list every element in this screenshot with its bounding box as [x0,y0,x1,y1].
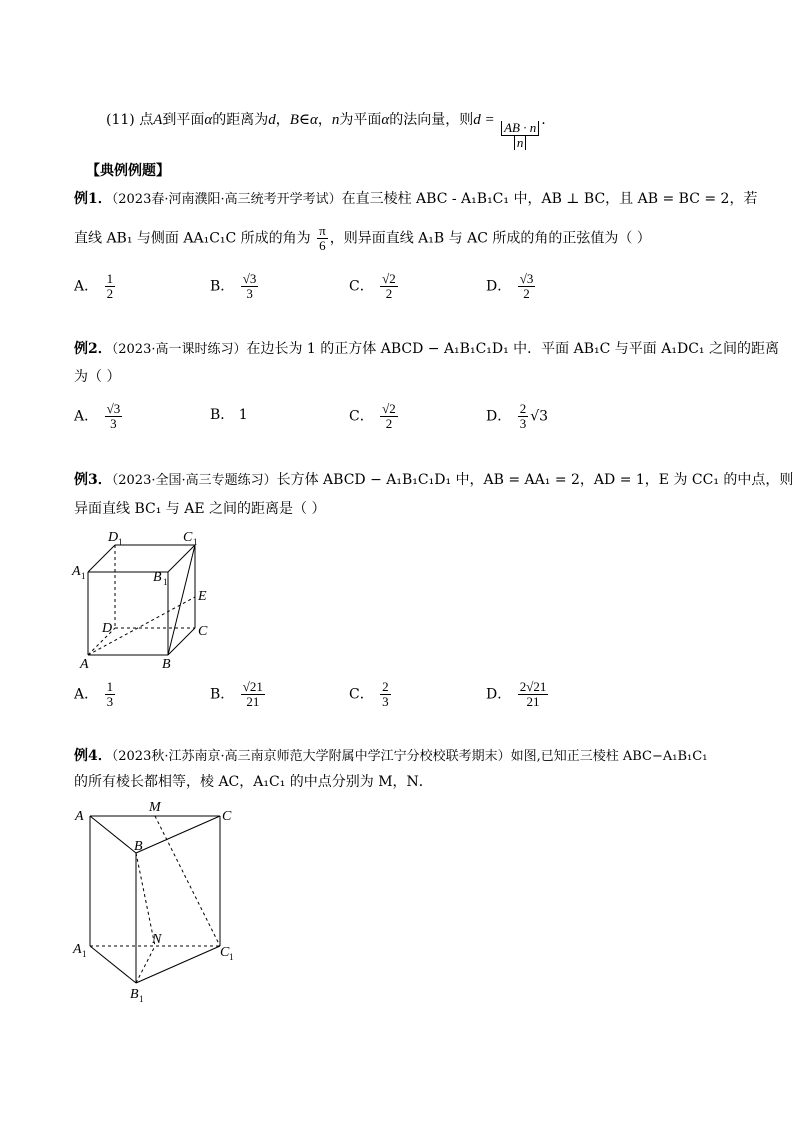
fraction-numerator: √3 [106,401,121,416]
normal-vector-n: n [331,112,340,128]
label-a: A [80,657,89,670]
option-label: D． [486,278,512,295]
option-value [105,272,116,301]
ex2-option-c[interactable] [349,402,400,431]
fraction-denominator: 21 [246,694,260,709]
example-2-line2: 为（ ） [74,369,121,385]
label-b1: B [153,570,162,585]
fraction-denominator: 3 [110,416,117,431]
example-3-label: 例3． [74,472,112,488]
fraction-numerator: 2 [382,679,389,694]
formula-text: 的法向量，则 [389,112,474,128]
fraction-numerator: 1 [106,271,114,286]
label-d1: D [108,530,119,545]
fraction-denominator: 2 [385,416,393,431]
label-a1: A [72,564,81,579]
ex1-option-d[interactable] [486,272,537,301]
label-c1-sub: 1 [193,537,198,547]
ex3-option-c[interactable] [349,680,393,709]
option-value [105,680,116,709]
ex2-option-a[interactable] [74,402,124,431]
element-of: ∈ [298,112,311,128]
label-b: B [162,657,171,670]
formula-text: 点 [139,112,154,128]
example-4-label: 例4． [74,748,112,764]
option-value [241,680,265,709]
label-d1-sub: 1 [118,537,123,547]
option-value [380,402,398,431]
formula-text: 为平面 [339,112,382,128]
point-b: B [289,112,299,128]
fraction-denominator: 21 [526,694,540,709]
fraction-numerator: AB · n [501,121,539,136]
example-1-source: （2023春·河南濮阳·高三统考开学考试） [111,192,342,207]
plane-alpha: α [381,112,390,128]
fraction-denominator: 3 [519,416,527,431]
fraction-denominator: 3 [246,286,253,301]
option-value [518,680,549,709]
section-title: 【典例例题】 [86,163,170,179]
option-label: D． [486,408,512,425]
option-label: C． [349,408,374,425]
option-value [380,680,391,709]
fraction-numerator: √3 [242,271,257,286]
example-4-stem: 如图,已知正三棱柱 ABC−A₁B₁C₁ [510,749,708,764]
example-1-line2 [74,224,651,253]
plane-alpha: α [310,112,318,128]
label-b1-sub: 1 [139,994,144,1004]
fraction-denominator: 3 [106,694,114,709]
example-3-line1 [74,470,793,491]
option-value [105,402,123,431]
label-n: N [152,932,162,947]
option-label: D． [486,686,512,703]
label-c: C [198,624,208,639]
option-label: C． [349,278,374,295]
label-a1-sub: 1 [82,949,87,959]
distance-fraction [501,121,539,150]
fraction-numerator: √2 [382,271,396,286]
label-a: A [75,809,84,824]
fraction-numerator: 2 [519,401,527,416]
option-label: B． [210,407,235,423]
example-1-stem: 在直三棱柱 ABC - A₁B₁C₁ 中，AB ⊥ BC，且 AB = BC = 2，若 [341,191,758,207]
formula-text: 的距离为 [212,112,269,128]
angle-fraction [317,224,328,253]
option-value [241,272,259,301]
fraction-denominator: 2 [523,286,530,301]
example-4-source: （2023秋·江苏南京·高三南京师范大学附属中学江宁分校校联考期末） [111,749,511,764]
formula-eq: d = [473,112,495,128]
label-c1-sub: 1 [229,952,234,962]
example-2-source: （2023·高一课时练习） [111,342,247,357]
fraction-numerator: 1 [106,679,114,694]
label-a1-sub: 1 [81,571,86,581]
ex1-option-c[interactable] [349,272,400,301]
ex1-option-a[interactable] [74,272,117,301]
ex1-option-b[interactable] [210,272,260,301]
fraction-numerator: √3 [519,271,534,286]
example-4-line2: 的所有棱长都相等，棱 AC，A₁C₁ 的中点分别为 M，N． [74,774,433,790]
fraction-numerator: π [319,223,326,238]
fraction-numerator: √2 [382,401,396,416]
label-c1: C [220,945,230,960]
formula-11-line [106,110,546,150]
option-label: A． [74,278,99,295]
option-tail: √3 [530,408,549,425]
example-1-stem: ，则异面直线 A₁B 与 AC 所成的角的正弦值为（ ） [329,230,651,247]
formula-text: ， [275,112,290,128]
example-2-line1 [74,339,779,360]
formula-end: . [541,112,546,128]
formula-text: ， [317,112,332,128]
point-a: A [153,112,163,128]
example-3-line2: 异面直线 BC₁ 与 AE 之间的距离是（ ） [74,501,326,517]
cuboid-figure [70,525,220,670]
label-e: E [198,589,207,604]
ex2-option-b[interactable] [210,405,248,425]
option-value [518,272,536,301]
ex3-option-a[interactable] [74,680,117,709]
option-label: B． [210,686,235,703]
fraction-denominator: 6 [319,238,326,253]
option-label: C． [349,686,374,703]
label-c: C [222,809,232,824]
fraction-denominator: 2 [385,286,393,301]
label-a1: A [73,942,82,957]
example-2-stem: 在边长为 1 的正方体 ABCD − A₁B₁C₁D₁ 中．平面 AB₁C 与平面 A₁DC₁ 之间的距离 [246,341,779,357]
formula-number: (11) [106,112,135,128]
example-3-source: （2023·全国·高三专题练习） [111,473,277,488]
example-3-stem: 长方体 ABCD − A₁B₁C₁D₁ 中，AB = AA₁ = 2，AD = 1，E 为 CC₁ 的中点，则 [276,472,793,488]
option-label: A． [74,686,99,703]
label-m: M [149,800,161,815]
prism-figure [70,798,250,1008]
example-1-stem: 直线 AB₁ 与侧面 AA₁C₁C 所成的角为 [74,230,311,247]
fraction-denominator: 3 [382,694,389,709]
option-value [518,402,529,431]
option-value [380,272,398,301]
ex3-option-b[interactable] [210,680,267,709]
option-value: 1 [238,407,248,423]
plane-alpha: α [204,112,213,128]
option-label: A． [74,408,99,425]
example-1-line1 [74,189,757,210]
fraction-denominator: 2 [106,286,114,301]
label-b1-sub: 1 [163,577,168,587]
ex3-option-d[interactable] [486,680,550,709]
ex2-option-d[interactable] [486,402,548,431]
label-b1: B [130,987,139,1002]
fraction-denominator: n [514,136,527,150]
fraction-numerator: √21 [242,679,263,694]
example-4-line1 [74,746,707,767]
distance-d: d [268,112,276,128]
label-b: B [134,839,143,854]
fraction-numerator: 2√21 [519,679,547,694]
example-1-label: 例1． [74,191,112,207]
formula-text: 到平面 [162,112,205,128]
label-d: D [102,621,113,636]
label-c1: C [183,530,193,545]
option-label: B． [210,278,235,295]
example-2-label: 例2． [74,341,112,357]
